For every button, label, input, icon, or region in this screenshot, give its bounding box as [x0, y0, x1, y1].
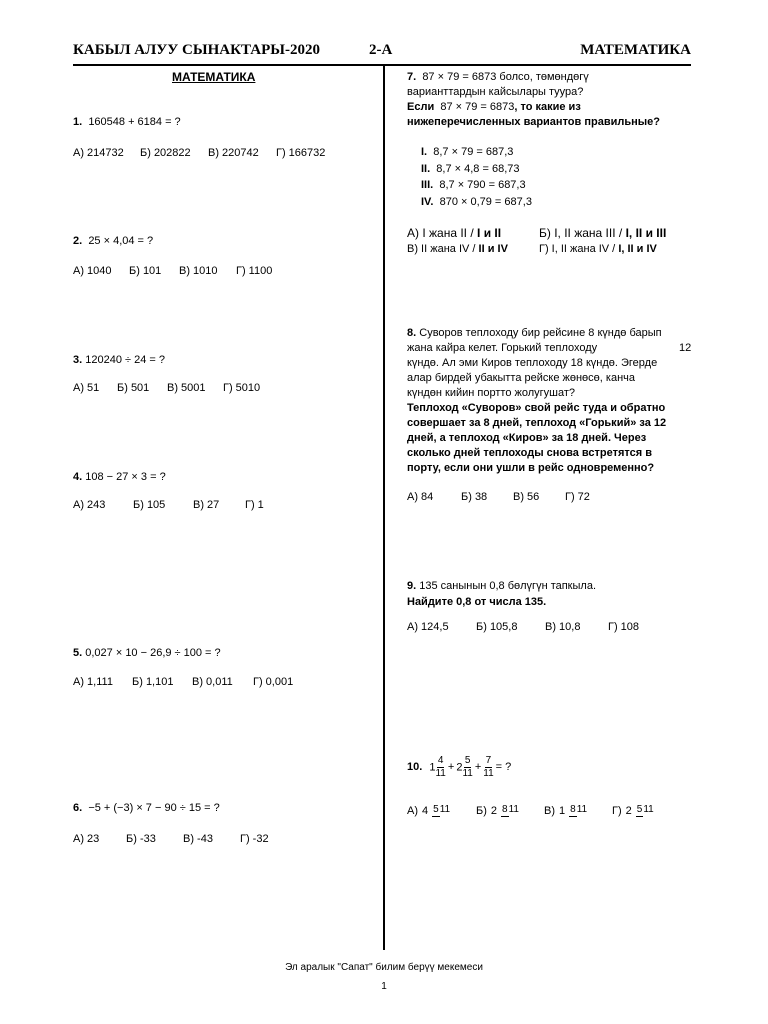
question-text-ru-prefix: Если: [407, 101, 435, 113]
question-number-inline: 12: [679, 342, 692, 354]
option-b: Б) -33: [126, 833, 156, 845]
option-b: Б) 1,101: [132, 676, 174, 688]
option-g: Г) 1: [245, 499, 264, 511]
question-expression: 25 × 4,04 = ?: [88, 235, 154, 247]
statement-expression: 8,7 × 4,8 = 68,73: [436, 162, 520, 175]
question-expression: −5 + (−3) × 7 − 90 ÷ 15 = ?: [88, 802, 220, 814]
footer-institution: Эл аралык "Сапат" билим берүү мекемеси: [285, 962, 483, 973]
option-g: Г) -32: [240, 833, 269, 845]
question-text-ru-expression: 87 × 79 = 6873: [440, 101, 515, 113]
option-a: А) 23: [73, 833, 100, 845]
option-b: Б) 38: [461, 491, 488, 503]
statement-label: II.: [421, 162, 431, 175]
option-b: Б) I, II жана III / I, II и III: [539, 226, 667, 240]
question-number: 7.: [407, 71, 417, 83]
statement-label: I.: [421, 146, 428, 158]
option-g: Г) 72: [565, 491, 590, 503]
option-v: В) 56: [513, 491, 540, 503]
option-g: Г) 1100: [236, 265, 273, 277]
statement-item: [421, 194, 532, 211]
statement-item: [421, 161, 532, 178]
option-v: В) II жана IV / II и IV: [407, 243, 508, 255]
mixed-fraction-term: 1 $\frac{4}{11}$: [429, 755, 446, 779]
option-a: А) 243: [73, 499, 106, 511]
question-number: 6.: [73, 802, 83, 814]
option-v: В) 10,8: [545, 621, 581, 633]
option-v: В) 5001: [167, 382, 206, 394]
option-v: В) 0,011: [192, 676, 233, 688]
operator: = ?: [495, 761, 512, 773]
statement-list: [421, 144, 532, 210]
option-g: Г) 5010: [223, 382, 261, 394]
option-g: Г) 0,001: [253, 676, 294, 688]
option-b: Б) 105: [133, 499, 166, 511]
option-v: В) 220742: [208, 147, 259, 159]
statement-expression: 870 × 0,79 = 687,3: [439, 195, 532, 208]
question-text-ru: , то какие из нижеперечисленных вариантов правильные?: [407, 101, 660, 128]
question-text-ky: күндө. Ал эми Киров теплоходу 18 күндө. Эгерде алар бирдей убакытта рейске жөнөсө, канча күндөн кийин портто жолугушат?: [407, 357, 658, 399]
question-text-ru: Найдите 0,8 от числа 135.: [407, 596, 547, 608]
option-a: А) 1,111: [73, 676, 113, 688]
question-number: 10.: [407, 761, 423, 773]
question-text-ky: Суворов теплоходу бир рейсине 8 күндө барып: [419, 327, 662, 339]
question-expression: 108 − 27 × 3 = ?: [85, 471, 166, 483]
option-a: А) 124,5: [407, 621, 449, 633]
statement-label: IV.: [421, 195, 434, 208]
option-b: Б) 202822: [140, 147, 191, 159]
question-number: 1.: [73, 116, 83, 128]
statement-item: [421, 177, 532, 194]
header-subject: МАТЕМАТИКА: [580, 42, 691, 58]
option-a: А) 1040: [73, 265, 112, 277]
statement-expression: 8,7 × 790 = 687,3: [439, 179, 526, 191]
question-text-ky: 135 санынын 0,8 бөлүгүн тапкыла.: [419, 580, 596, 592]
option-v: В) 1 811: [544, 804, 588, 817]
question-number: 5.: [73, 647, 83, 659]
question-expression: 87 × 79 = 6873: [422, 71, 497, 83]
option-a: А) 51: [73, 382, 100, 394]
subject-title: МАТЕМАТИКА: [172, 70, 256, 84]
question-number: 4.: [73, 471, 83, 483]
header-variant: 2-А: [369, 42, 393, 58]
option-a: А) 4 511: [407, 804, 451, 817]
question-number: 3.: [73, 354, 83, 366]
question-expression: 0,027 × 10 − 26,9 ÷ 100 = ?: [85, 647, 221, 659]
page-header: [73, 40, 691, 66]
option-a: А) I жана II / I и II: [407, 226, 502, 240]
option-v: В) -43: [183, 833, 213, 845]
option-g: Г) I, II жана IV / I, II и IV: [539, 243, 657, 255]
option-b: Б) 101: [129, 265, 162, 277]
option-a: А) 214732: [73, 147, 124, 159]
option-g: Г) 166732: [276, 147, 326, 159]
question-text-ky: жана кайра келет. Горький теплоходу: [407, 342, 598, 354]
question-number: 9.: [407, 580, 417, 592]
option-g: Г) 2 511: [612, 804, 654, 817]
option-b: Б) 2 811: [476, 804, 519, 817]
question-expression: 120240 ÷ 24 = ?: [85, 354, 165, 366]
mixed-fraction-term: 2 $\frac{5}{11}$: [456, 755, 473, 779]
operator: +: [474, 761, 482, 773]
statement-label: III.: [421, 179, 434, 191]
operator: +: [447, 761, 455, 773]
statement-item: [421, 144, 532, 161]
header-exam-title: КАБЫЛ АЛУУ СЫНАКТАРЫ-2020: [73, 42, 320, 58]
question-text-ru: Теплоход «Суворов» свой рейс туда и обратно совершает за 8 дней, теплоход «Горький» за 12 дней, а теплоход «Киров» за 18 дней. Через сколько дней теплоходы снова встретятся в порту, если они ушли в рейс одновременно?: [407, 402, 667, 474]
column-divider: [383, 66, 385, 950]
option-v: В) 1010: [179, 265, 218, 277]
option-a: А) 84: [407, 491, 434, 503]
statement-expression: 8,7 × 79 = 687,3: [433, 146, 514, 158]
question-number: 8.: [407, 327, 417, 339]
fraction-term: $\frac{7}{11}$: [483, 755, 494, 779]
option-b: Б) 105,8: [476, 621, 518, 633]
option-b: Б) 501: [117, 382, 150, 394]
question-number: 2.: [73, 235, 83, 247]
option-g: Г) 108: [608, 621, 640, 633]
page-number: 1: [381, 981, 387, 992]
question-expression: 160548 + 6184 = ?: [88, 116, 181, 128]
question-text-ky: болсо, төмөндөгү варианттардын кайсылары туура?: [407, 71, 589, 98]
option-v: В) 27: [193, 499, 220, 511]
